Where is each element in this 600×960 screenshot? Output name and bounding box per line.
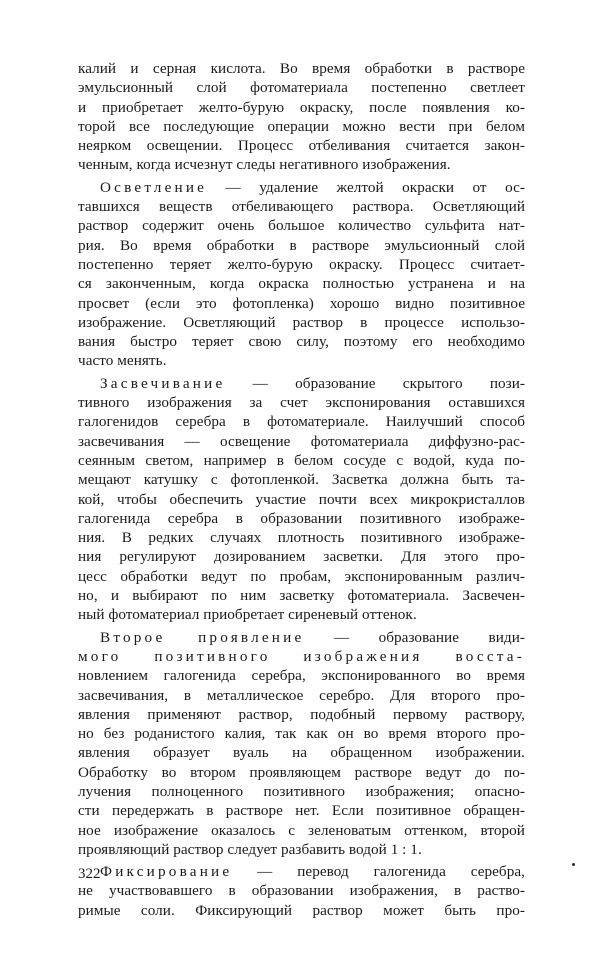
page-number: 322 [78,866,101,882]
text-line: галогенида серебра в образовании позитивного изображе- [78,509,525,527]
text-line: часто менять. [78,352,167,370]
body-text [78,59,525,920]
text-line: постепенно теряет желто-бурую окраску. Процесс считает- [78,255,525,273]
text-line: галогенидов серебра в фотоматериале. Наилучший способ [78,413,525,431]
text-line: ное изображение оказалось с зеленоватым оттенком, второй [78,821,525,839]
paragraph-second-development [78,628,525,860]
term-fixing: Фиксирование [100,863,233,881]
text-line: изображение. Осветляющий раствор в процессе использо- [78,313,525,331]
text-line: тавшихся веществ отбеливающего раствора. Осветляющий [78,198,525,216]
text-line: сти передержать в растворе нет. Если позитивное обращен- [78,802,525,820]
text-line: раствор содержит очень большое количество сульфита нат- [78,217,525,235]
paragraph-fixing [78,862,525,920]
term-definition: — образование види- [304,628,525,646]
text-line: просвет (если это фотопленка) хорошо видно позитивное [78,294,525,312]
text-line: кой, чтобы обеспечить участие почти всех микрокристаллов [78,490,525,508]
text-line: явления применяют раствор, подобный первому раствору, [78,705,525,723]
term-definition: — перевод галогенида серебра, [232,863,525,881]
print-speck [572,863,575,866]
text-line: неярком освещении. Процесс отбеливания считается закон- [78,137,525,155]
text-line: сеянным светом, например в белом сосуде с водой, куда по- [78,451,525,469]
text-line: мого позитивного изображения восста- [78,647,525,665]
text-line: но, и выбирают по ним засветку фотоматериала. Засвечен- [78,587,525,605]
text-line [78,628,525,647]
text-line: и приобретает желто-бурую окраску, после появления ко- [78,98,525,116]
text-line: торой все последующие операции можно вести при белом [78,117,525,135]
text-line: римые соли. Фиксирующий раствор может быть про- [78,901,525,919]
paragraph-bleaching-end [78,59,525,175]
paragraph-clearing [78,178,525,371]
term-definition: — образование скрытого пози- [225,374,525,392]
text-line: цесс обработки ведут по пробам, экспонированным различ- [78,567,525,585]
term-re-exposure: Засвечивание [100,374,226,392]
text-line: ный фотоматериал приобретает сиреневый оттенок. [78,606,417,624]
text-line [78,862,525,881]
paragraph-re-exposure [78,374,525,625]
text-line: ния. В редких случаях плотность позитивного изображе- [78,529,525,547]
text-line: новлением галогенида серебра, экспонированного во время [78,667,525,685]
text-line: Обработку во втором проявляющем растворе ведут до по- [78,763,525,781]
text-line: ния регулируют дозированием засветки. Для этого про- [78,548,525,566]
text-line: вания быстро теряет свою силу, поэтому его необходимо [78,333,525,351]
text-line: мещают катушку с фотопленкой. Засветка должна быть та- [78,471,525,489]
text-line: тивного изображения за счет экспонирования оставшихся [78,394,525,412]
text-line: но без роданистого калия, так как он во время второго про- [78,725,525,743]
term-second-development: Второе проявление [100,628,305,646]
text-line: ченным, когда исчезнут следы негативного изображения. [78,156,451,174]
text-line: засвечивания, в металлическое серебро. Для второго про- [78,686,525,704]
text-line: явления образует вуаль на обращенном изображении. [78,744,525,762]
text-line: засвечивания — освещение фотоматериала диффузно-рас- [78,432,525,450]
text-line: рия. Во время обработки в растворе эмульсионный слой [78,236,525,254]
text-line [78,178,525,197]
term-definition: — удаление желтой окраски от ос- [207,178,525,196]
text-line: не участвовавшего в образовании изображения, в раство- [78,882,525,900]
text-line: калий и серная кислота. Во время обработки в растворе [78,60,525,77]
text-line: лучения полноценного позитивного изображения; опасно- [78,782,525,800]
text-line: ся законченным, когда окраска полностью устранена и на [78,275,525,293]
text-line: проявляющий раствор следует разбавить водой 1 : 1. [78,840,422,858]
term-clearing: Осветление [100,178,208,196]
text-line [78,374,525,393]
text-line: эмульсионный слой фотоматериала постепенно светлеет [78,79,525,97]
